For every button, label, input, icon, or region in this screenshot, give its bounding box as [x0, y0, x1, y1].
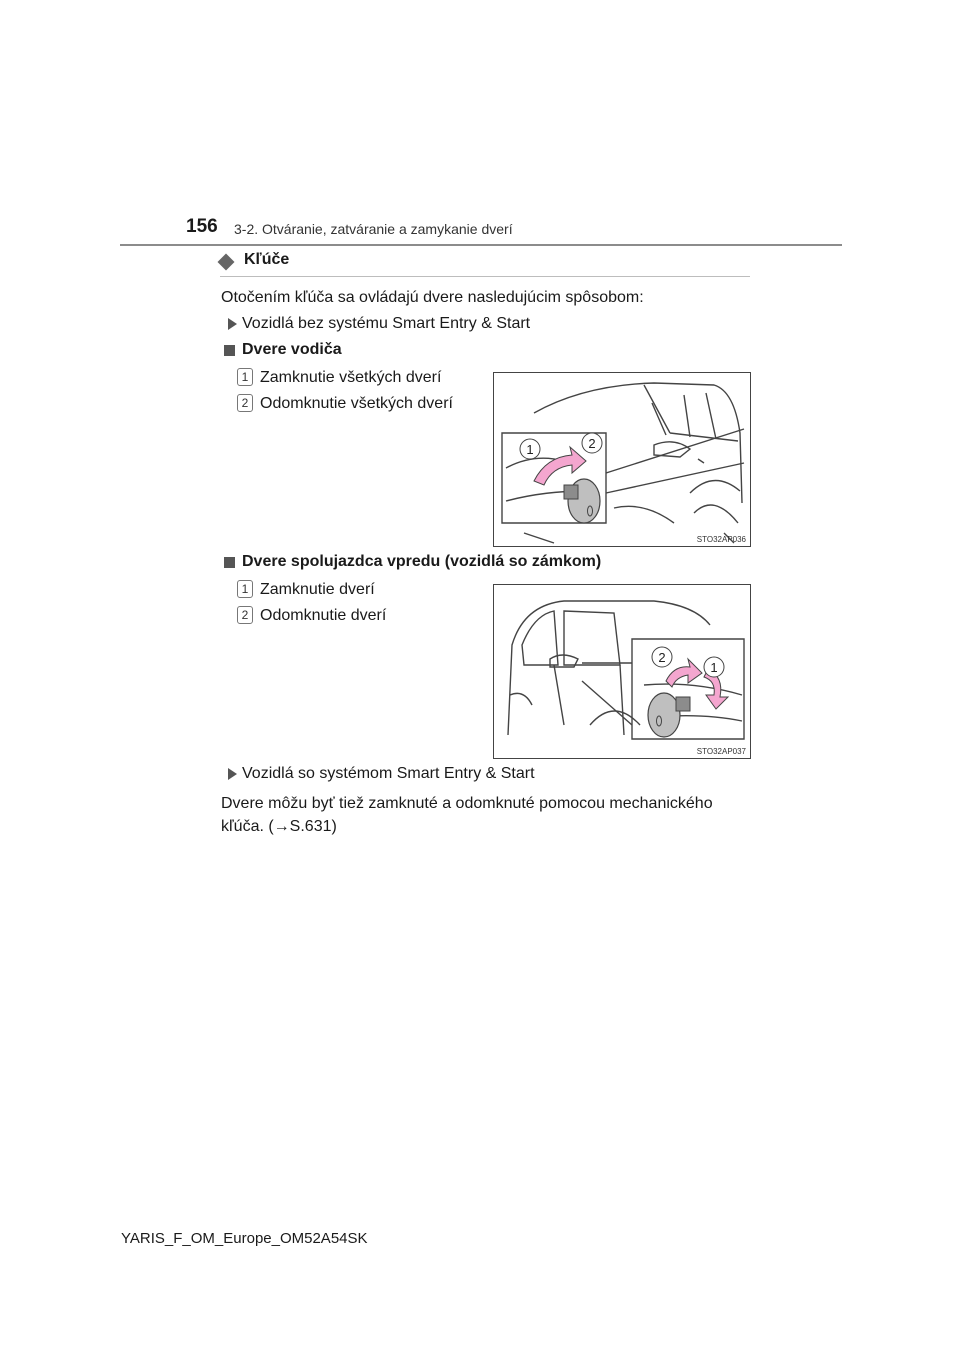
intro-text: Otočením kľúča sa ovládajú dvere nasledujúcim spôsobom:: [221, 289, 644, 306]
passenger-unlock-text: Odomknutie dverí: [260, 607, 387, 624]
door-lines: [554, 665, 624, 735]
mechanical-key-note-line1: Dvere môžu byť tiež zamknuté a odomknuté pomocou mechanického: [221, 795, 713, 812]
item-number-badge: 1: [237, 368, 253, 386]
headlight: [510, 693, 532, 705]
key-blade-icon: [676, 697, 690, 711]
mechanical-key-note-line2: kľúča. (→S.631): [221, 818, 337, 835]
variant-without-smart-entry: Vozidlá bez systému Smart Entry & Start: [242, 315, 531, 332]
figure-code: STO32AP036: [696, 535, 746, 544]
callout-number: 2: [658, 650, 666, 665]
wheel-top: [690, 480, 740, 493]
subsection-divider: [220, 276, 750, 277]
passenger-door-key-figure: [493, 584, 751, 759]
passenger-lock-text: Zamknutie dverí: [260, 581, 375, 598]
passenger-door-heading: Dvere spolujazdca vpredu (vozidlá so zámkom): [242, 553, 602, 570]
passenger-door-illustration: [494, 585, 750, 758]
driver-door-key-figure: [493, 372, 751, 547]
callout-number: 2: [588, 436, 596, 451]
key-head-icon: [648, 693, 680, 737]
triangle-bullet-icon: [228, 318, 237, 330]
diamond-bullet-icon: [218, 254, 235, 271]
figure-code: STO32AP037: [696, 747, 746, 756]
variant-with-smart-entry: Vozidlá so systémom Smart Entry & Start: [242, 765, 535, 782]
driver-door-heading: Dvere vodiča: [242, 341, 342, 358]
wheel-arch: [614, 505, 738, 523]
unlock-arrow-icon: [666, 659, 702, 687]
window-frame: [644, 385, 738, 441]
driver-unlock-all-text: Odomknutie všetkých dverí: [260, 395, 453, 412]
door-callout-lines: [582, 663, 632, 725]
lock-arrow-icon: [534, 447, 586, 485]
square-bullet-icon: [224, 345, 235, 356]
window-pillars: [652, 393, 716, 439]
item-number-badge: 2: [237, 394, 253, 412]
key-blade-icon: [564, 485, 578, 499]
item-number-badge: 1: [237, 580, 253, 598]
side-mirror: [654, 442, 690, 457]
callout-number: 1: [526, 442, 534, 457]
section-title: 3-2. Otváranie, zatváranie a zamykanie dverí: [234, 221, 513, 237]
door-handle: [698, 459, 704, 463]
document-footer: YARIS_F_OM_Europe_OM52A54SK: [121, 1230, 368, 1247]
subsection-heading: Kľúče: [244, 251, 290, 268]
driver-lock-all-text: Zamknutie všetkých dverí: [260, 369, 442, 386]
callout-number: 1: [710, 660, 718, 675]
page-number: 156: [186, 216, 218, 237]
square-bullet-icon: [224, 557, 235, 568]
driver-door-illustration: [494, 373, 750, 546]
triangle-bullet-icon: [228, 768, 237, 780]
header-divider: [120, 244, 842, 246]
item-number-badge: 2: [237, 606, 253, 624]
